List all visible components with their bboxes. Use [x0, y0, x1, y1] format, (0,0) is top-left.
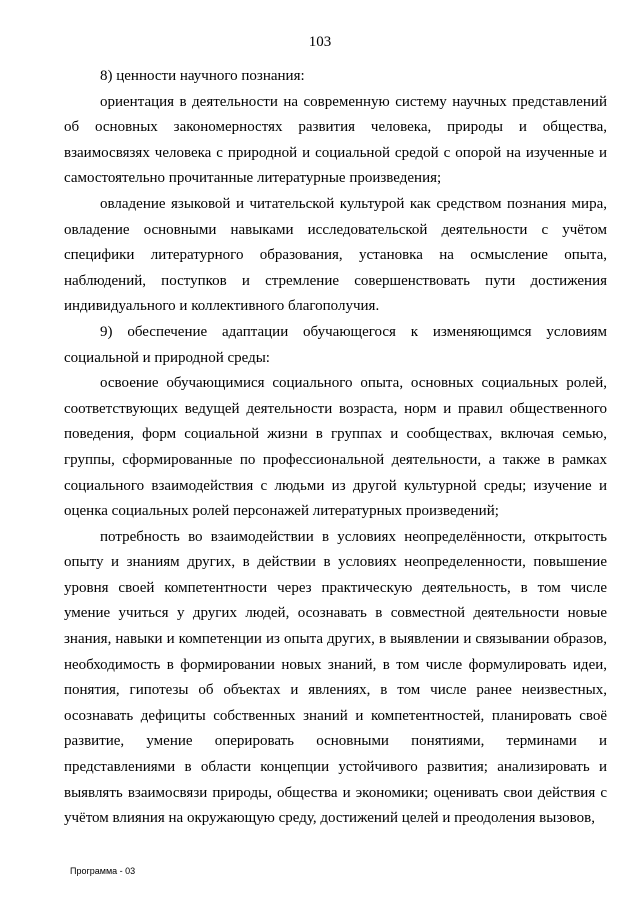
- paragraph-adaptation-heading: 9) обеспечение адаптации обучающегося к изменяющимся условиям социальной и природной среды:: [64, 323, 607, 366]
- page-number: 103: [308, 34, 332, 50]
- paragraph: овладение языковой и читательской культурой как средством познания мира, овладение основными навыками исследовательской деятельности с учётом специфики литературного образования, установка на осмысление опыта, наблюдений, поступков и стремление совершенствовать пути достижения индивидуального и коллективного благополучия.: [64, 195, 607, 315]
- paragraph: ориентация в деятельности на современную систему научных представлений об основных закономерностях развития человека, природы и общества, взаимосвязях человека с природной и социальной средой с опорой на изученные и самостоятельно прочитанные литературные произведения;: [64, 93, 607, 187]
- document-body: [64, 64, 607, 832]
- paragraph: потребность во взаимодействии в условиях неопределённости, открытость опыту и знаниям других, в действии в условиях неопределенности, повышение уровня своей компетентности через практическую деятельность, в том числе умение учиться у других людей, осознавать в совместной деятельности новые знания, навыки и компетенции из опыта других, в выявлении и связывании образов, необходимость в формировании новых знаний, в том числе формулировать идеи, понятия, гипотезы об объектах и явлениях, в том числе ранее неизвестных, осознавать дефициты собственных знаний и компетентностей, планировать своё развитие, умение оперировать основными понятиями, терминами и представлениями в области концепции устойчивого развития; анализировать и выявлять взаимосвязи природы, общества и экономики; оценивать свои действия с учётом влияния на окружающую среду, достижений целей и преодоления вызовов,: [64, 528, 607, 827]
- paragraph-values-heading: 8) ценности научного познания:: [100, 68, 305, 84]
- paragraph: освоение обучающимися социального опыта, основных социальных ролей, соответствующих ведущей деятельности возраста, норм и правил общественного поведения, форм социальной жизни в группах и сообществах, включая семью, группы, сформированные по профессиональной деятельности, а также в рамках социального взаимодействия с людьми из другой культурной среды; изучение и оценка социальных ролей персонажей литературных произведений;: [64, 375, 607, 520]
- footer-program-label: Программа - 03: [70, 866, 136, 876]
